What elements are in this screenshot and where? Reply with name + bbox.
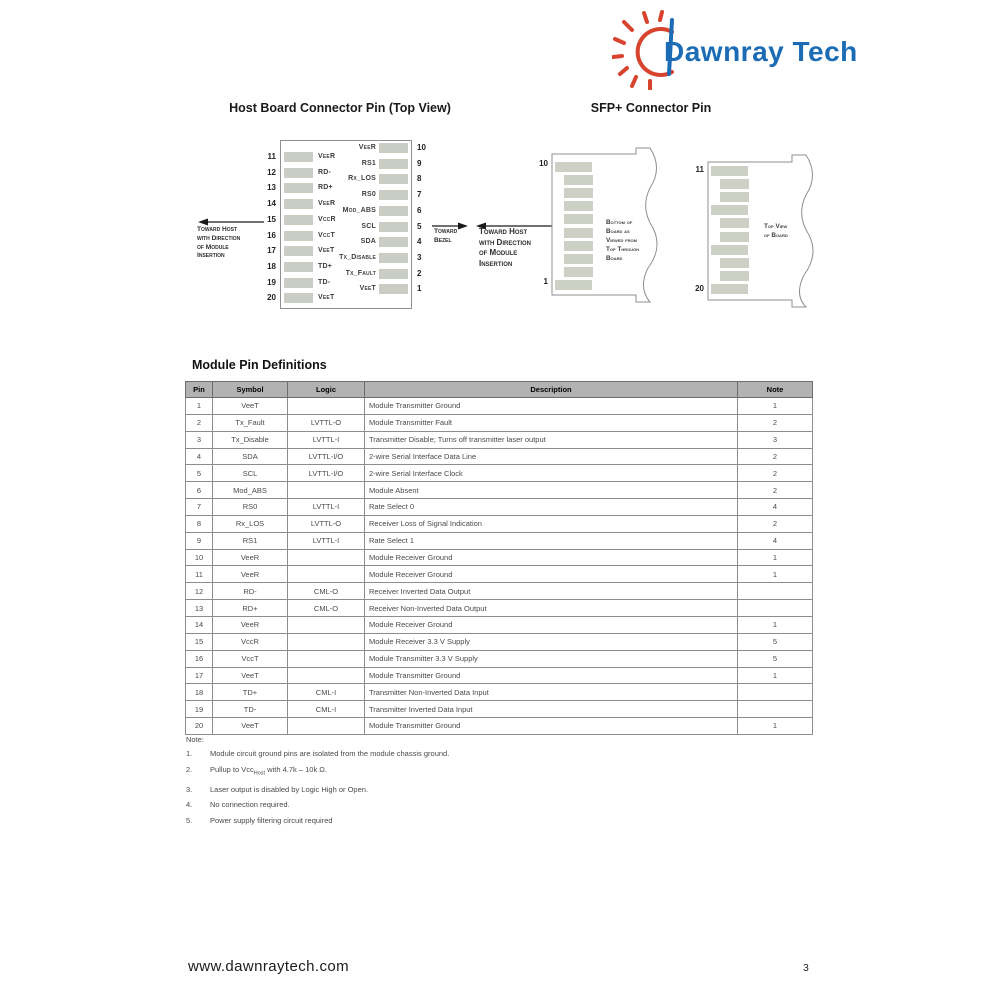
pin-pad	[711, 205, 748, 215]
logic-cell: LVTTL-I	[288, 431, 365, 448]
symbol-cell: VeeR	[213, 616, 288, 633]
pin-pad	[564, 241, 593, 251]
description-cell: Module Transmitter 3.3 V Supply	[365, 650, 738, 667]
text-line: Top Through	[606, 246, 640, 253]
company-logo	[612, 10, 862, 90]
note-cell: 2	[738, 448, 813, 465]
note-cell	[738, 600, 813, 617]
symbol-cell: VccR	[213, 633, 288, 650]
description-cell: Transmitter Inverted Data Input	[365, 701, 738, 718]
pin-number: 1	[543, 277, 548, 286]
pin-number: 12	[267, 167, 276, 177]
pin-pad	[379, 284, 408, 294]
pin-number: 15	[267, 214, 276, 224]
pin-label: VeeT	[359, 285, 376, 293]
description-cell: Module Receiver Ground	[365, 566, 738, 583]
header-description: Description	[365, 382, 738, 398]
pin-pad	[284, 215, 313, 225]
symbol-cell: Mod_ABS	[213, 482, 288, 499]
toward-bezel-label	[434, 228, 457, 246]
note-cell: 1	[738, 549, 813, 566]
logic-cell: CML-O	[288, 583, 365, 600]
logo-text: Dawnray Tech	[664, 36, 858, 67]
pin-pad	[564, 188, 593, 198]
logic-cell	[288, 482, 365, 499]
note-number: 2.	[186, 764, 193, 774]
note-item	[186, 782, 746, 798]
pin-label: Tx_Disable	[339, 253, 376, 261]
symbol-cell: RS1	[213, 532, 288, 549]
pin-pad	[379, 253, 408, 263]
logic-cell: LVTTL-O	[288, 414, 365, 431]
note-cell: 3	[738, 431, 813, 448]
text-line: Toward	[434, 228, 458, 235]
table-row	[186, 684, 813, 701]
pin-label: TD+	[318, 262, 333, 270]
note-item	[186, 762, 746, 782]
pin-pad	[711, 166, 748, 176]
pin-pad	[284, 152, 313, 162]
description-cell: Module Transmitter Fault	[365, 414, 738, 431]
note-cell	[738, 684, 813, 701]
pin-pad	[564, 201, 593, 211]
pin-cell: 12	[186, 583, 213, 600]
description-cell: Module Transmitter Ground	[365, 398, 738, 415]
pin-pad	[564, 267, 593, 277]
note-text: Pullup to Vcc$_{Host}$ with 4.7k – 10k Ω.	[210, 764, 327, 777]
pin-cell: 20	[186, 718, 213, 735]
pin-cell: 1	[186, 398, 213, 415]
symbol-cell: TD-	[213, 701, 288, 718]
description-cell: Receiver Inverted Data Output	[365, 583, 738, 600]
pin-cell: 6	[186, 482, 213, 499]
symbol-cell: SDA	[213, 448, 288, 465]
note-item	[186, 797, 746, 813]
description-cell: Rate Select 1	[365, 532, 738, 549]
pin-pad	[379, 159, 408, 169]
pin-pad	[284, 246, 313, 256]
symbol-cell: Tx_Fault	[213, 414, 288, 431]
pin-pad	[720, 258, 749, 268]
logic-cell	[288, 650, 365, 667]
logic-cell	[288, 566, 365, 583]
pin-cell: 11	[186, 566, 213, 583]
pin-pad	[379, 174, 408, 184]
symbol-cell: RD-	[213, 583, 288, 600]
table-row	[186, 448, 813, 465]
symbol-cell: VeeT	[213, 667, 288, 684]
logic-cell	[288, 616, 365, 633]
pin-pad	[555, 162, 592, 172]
board-caption	[764, 222, 788, 240]
pin-label: VeeR	[318, 200, 336, 208]
text-line: Toward Host	[197, 226, 238, 233]
logic-cell: CML-O	[288, 600, 365, 617]
note-cell: 2	[738, 465, 813, 482]
table-row	[186, 549, 813, 566]
description-cell: Module Receiver 3.3 V Supply	[365, 633, 738, 650]
pin-pad	[720, 192, 749, 202]
pin-pad	[720, 232, 749, 242]
note-cell: 1	[738, 667, 813, 684]
pin-pad	[284, 293, 313, 303]
text-line: Viewed from	[606, 237, 637, 244]
description-cell: Receiver Non-Inverted Data Output	[365, 600, 738, 617]
text-line: Insertion	[197, 252, 225, 260]
logic-cell: LVTTL-I	[288, 532, 365, 549]
text-line: with Direction	[197, 234, 241, 242]
description-cell: Module Receiver Ground	[365, 616, 738, 633]
note-cell: 4	[738, 532, 813, 549]
pin-number: 16	[267, 230, 276, 240]
table-header-row	[186, 382, 813, 398]
host-board-connector-box	[267, 140, 426, 309]
logic-cell: CML-I	[288, 701, 365, 718]
text-line: Top View	[764, 223, 788, 230]
note-text: Power supply filtering circuit required	[210, 815, 333, 825]
description-cell: Transmitter Non-Inverted Data Input	[365, 684, 738, 701]
pin-pad	[711, 245, 748, 255]
text-line: of Module	[197, 243, 229, 251]
note-cell: 2	[738, 482, 813, 499]
header-logic: Logic	[288, 382, 365, 398]
note-cell	[738, 701, 813, 718]
note-cell: 4	[738, 499, 813, 516]
pin-cell: 4	[186, 448, 213, 465]
pin-definitions-table	[185, 381, 813, 735]
table-row	[186, 465, 813, 482]
header-pin: Pin	[186, 382, 213, 398]
symbol-cell: VeeT	[213, 398, 288, 415]
pin-number: 20	[695, 284, 704, 293]
pin-number: 17	[267, 246, 276, 256]
notes-label: Note:	[186, 735, 204, 744]
table-row	[186, 701, 813, 718]
description-cell: Receiver Loss of Signal Indication	[365, 515, 738, 532]
text-line: Board as	[606, 228, 630, 235]
header-symbol: Symbol	[213, 382, 288, 398]
pin-number: 2	[417, 268, 422, 278]
pin-pad	[720, 271, 749, 281]
symbol-cell: VeeR	[213, 566, 288, 583]
pin-pad	[379, 222, 408, 232]
pin-number: 6	[417, 205, 422, 215]
note-cell: 2	[738, 515, 813, 532]
symbol-cell: Tx_Disable	[213, 431, 288, 448]
logic-cell: LVTTL-I/O	[288, 465, 365, 482]
sfp-bottom-view-board	[536, 146, 668, 310]
note-cell: 2	[738, 414, 813, 431]
text-line: Bezel	[434, 236, 452, 244]
pin-label: VccT	[318, 231, 335, 239]
table-row	[186, 650, 813, 667]
table-title: Module Pin Definitions	[192, 358, 327, 372]
pin-label: TD-	[318, 278, 331, 286]
table-row	[186, 616, 813, 633]
pin-label: Tx_Fault	[345, 269, 376, 277]
description-cell: Module Absent	[365, 482, 738, 499]
pin-label: RS0	[361, 191, 376, 199]
pin-cell: 19	[186, 701, 213, 718]
description-cell: Module Transmitter Ground	[365, 718, 738, 735]
table-row	[186, 566, 813, 583]
table-row	[186, 499, 813, 516]
text-line: Toward Host	[479, 227, 528, 236]
pin-pad	[564, 214, 593, 224]
pin-label: SCL	[361, 222, 376, 230]
pin-pad	[720, 218, 749, 228]
pin-pad	[379, 206, 408, 216]
note-number: 4.	[186, 800, 193, 810]
symbol-cell: VccT	[213, 650, 288, 667]
pin-cell: 2	[186, 414, 213, 431]
table-row	[186, 515, 813, 532]
note-text: No connection required.	[210, 800, 290, 810]
description-cell: 2-wire Serial Interface Data Line	[365, 448, 738, 465]
table-row	[186, 398, 813, 415]
pin-pad	[284, 278, 313, 288]
sfp-top-view-board	[692, 150, 824, 314]
description-cell: 2-wire Serial Interface Clock	[365, 465, 738, 482]
pin-cell: 7	[186, 499, 213, 516]
pin-cell: 13	[186, 600, 213, 617]
symbol-cell: VeeR	[213, 549, 288, 566]
note-cell: 1	[738, 398, 813, 415]
pin-cell: 18	[186, 684, 213, 701]
description-cell: Rate Select 0	[365, 499, 738, 516]
sfp-diagram-title: SFP+ Connector Pin	[590, 101, 712, 115]
pin-label: VccR	[318, 215, 336, 223]
table-row	[186, 532, 813, 549]
table-row	[186, 633, 813, 650]
pin-label: RD-	[318, 168, 332, 176]
description-cell: Transmitter Disable; Turns off transmitter laser output	[365, 431, 738, 448]
description-cell: Module Transmitter Ground	[365, 667, 738, 684]
pin-number: 7	[417, 190, 422, 200]
pin-cell: 10	[186, 549, 213, 566]
pin-label: VeeT	[318, 294, 335, 302]
pin-number: 10	[539, 159, 548, 168]
table-row	[186, 600, 813, 617]
pin-pad	[379, 269, 408, 279]
symbol-cell: RD+	[213, 600, 288, 617]
pin-number: 18	[267, 261, 276, 271]
pin-number: 8	[417, 174, 422, 184]
logic-cell: LVTTL-I/O	[288, 448, 365, 465]
symbol-cell: SCL	[213, 465, 288, 482]
pin-pad	[284, 199, 313, 209]
logic-cell	[288, 398, 365, 415]
text-line: of Board	[764, 232, 788, 239]
pin-number: 11	[695, 165, 704, 174]
pin-label: SDA	[360, 238, 376, 246]
logic-cell	[288, 667, 365, 684]
pin-label: RD+	[318, 184, 333, 192]
description-cell: Module Receiver Ground	[365, 549, 738, 566]
pin-cell: 16	[186, 650, 213, 667]
pin-pad	[284, 168, 313, 178]
text-line: Bottom of	[606, 219, 633, 226]
note-text: Module circuit ground pins are isolated from the module chassis ground.	[210, 749, 450, 758]
pin-pad	[379, 143, 408, 153]
pin-number: 14	[267, 199, 276, 209]
note-number: 1.	[186, 749, 193, 758]
symbol-cell: Rx_LOS	[213, 515, 288, 532]
table-row	[186, 583, 813, 600]
pin-pad	[284, 231, 313, 241]
footer-url: www.dawnraytech.com	[188, 958, 349, 975]
pin-pad	[284, 262, 313, 272]
pin-number: 11	[267, 152, 276, 161]
pin-number: 5	[417, 221, 422, 231]
notes-section	[186, 735, 746, 828]
note-cell: 5	[738, 650, 813, 667]
pin-pad	[720, 179, 749, 189]
text-line: Insertion	[479, 258, 513, 268]
note-cell	[738, 583, 813, 600]
table-row	[186, 718, 813, 735]
logic-cell	[288, 718, 365, 735]
pin-pad	[555, 280, 592, 290]
symbol-cell: RS0	[213, 499, 288, 516]
logic-cell: LVTTL-O	[288, 515, 365, 532]
pin-pad	[379, 190, 408, 200]
table-row	[186, 414, 813, 431]
header-note: Note	[738, 382, 813, 398]
pin-number: 9	[417, 158, 422, 168]
toward-host-label	[197, 226, 240, 261]
toward-host-label	[479, 227, 531, 269]
logic-cell	[288, 633, 365, 650]
note-cell: 1	[738, 718, 813, 735]
pin-label: Rx_LOS	[348, 175, 376, 183]
pin-label: Mod_ABS	[342, 206, 376, 214]
pin-cell: 5	[186, 465, 213, 482]
logic-cell	[288, 549, 365, 566]
host-board-diagram-title: Host Board Connector Pin (Top View)	[229, 101, 451, 115]
pin-label: VeeR	[358, 144, 376, 151]
pin-number: 13	[267, 183, 276, 193]
board-caption	[606, 218, 639, 263]
pin-cell: 8	[186, 515, 213, 532]
symbol-cell: VeeT	[213, 718, 288, 735]
pin-number: 4	[417, 237, 422, 247]
pin-pad	[564, 228, 593, 238]
text-line: of Module	[479, 248, 518, 258]
pin-number: 3	[417, 252, 422, 262]
pin-cell: 17	[186, 667, 213, 684]
pin-label: VeeR	[318, 153, 336, 160]
note-number: 3.	[186, 784, 193, 794]
pin-number: 10	[417, 143, 426, 152]
pin-cell: 9	[186, 532, 213, 549]
note-text: Laser output is disabled by Logic High or Open.	[210, 784, 369, 794]
pin-number: 1	[417, 284, 422, 294]
text-line: Board	[606, 255, 623, 262]
note-item	[186, 813, 746, 829]
page-number: 3	[803, 962, 809, 974]
note-number: 5.	[186, 815, 193, 825]
note-cell: 5	[738, 633, 813, 650]
table-row	[186, 431, 813, 448]
pin-pad	[564, 175, 593, 185]
note-cell: 1	[738, 566, 813, 583]
note-item	[186, 746, 746, 762]
text-line: with Direction	[479, 237, 531, 247]
symbol-cell: TD+	[213, 684, 288, 701]
pin-number: 19	[267, 277, 276, 287]
pin-pad	[711, 284, 748, 294]
pin-label: VeeT	[318, 247, 335, 255]
pin-cell: 3	[186, 431, 213, 448]
logic-cell: CML-I	[288, 684, 365, 701]
note-cell: 1	[738, 616, 813, 633]
pin-pad	[564, 254, 593, 264]
pin-label: RS1	[361, 159, 376, 167]
pin-pad	[379, 237, 408, 247]
logic-cell: LVTTL-I	[288, 499, 365, 516]
pin-cell: 14	[186, 616, 213, 633]
table-row	[186, 482, 813, 499]
table-row	[186, 667, 813, 684]
pin-number: 20	[267, 293, 276, 303]
pin-cell: 15	[186, 633, 213, 650]
pin-pad	[284, 183, 313, 193]
